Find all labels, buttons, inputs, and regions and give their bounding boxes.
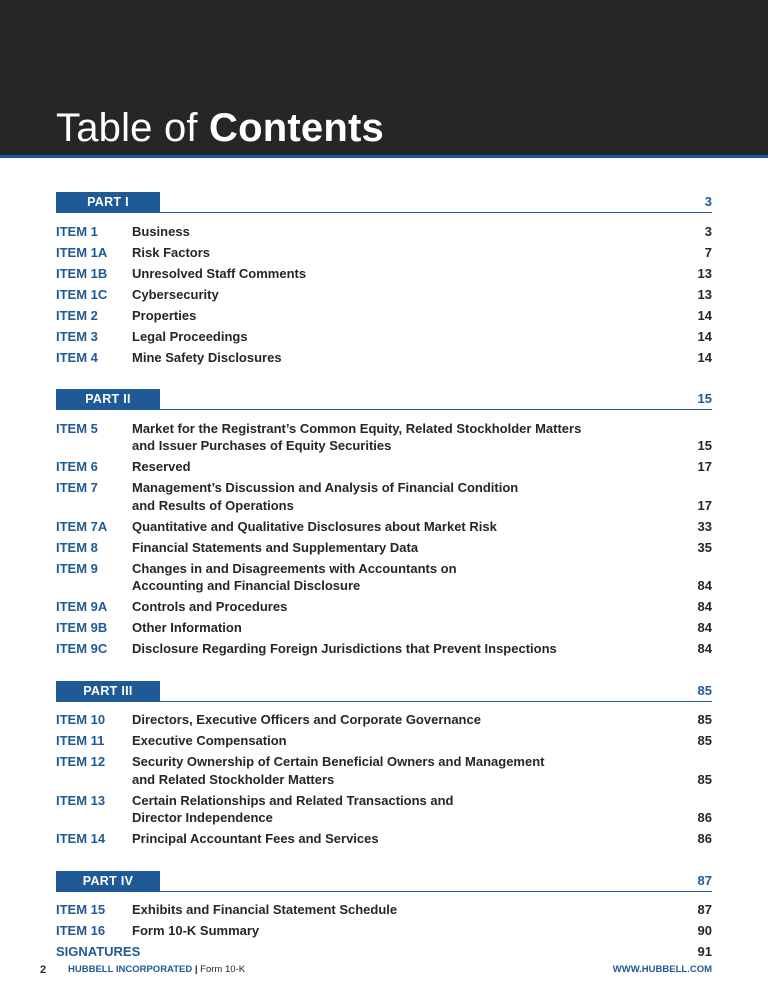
item-title-line: Properties xyxy=(132,307,197,323)
item-title-line: Business xyxy=(132,223,190,239)
item-number: ITEM 9B xyxy=(56,620,108,636)
item-title xyxy=(132,223,672,241)
part-header[interactable] xyxy=(56,681,712,702)
item-title xyxy=(132,598,672,616)
item-title xyxy=(132,830,672,848)
item-title-line: Quantitative and Qualitative Disclosures about Market Risk xyxy=(132,518,497,534)
item-number: ITEM 9 xyxy=(56,560,98,576)
item-title xyxy=(132,711,672,729)
toc-item[interactable] xyxy=(56,284,712,305)
item-title xyxy=(132,922,672,940)
item-title-line: Director Independence xyxy=(132,810,273,826)
item-page-number: 87 xyxy=(697,902,712,918)
item-title-line: Accounting and Financial Disclosure xyxy=(132,578,361,594)
item-title xyxy=(132,349,672,367)
item-page-number: 91 xyxy=(697,944,712,960)
part-page-number: 85 xyxy=(697,682,712,698)
item-title xyxy=(132,307,672,325)
item-title xyxy=(132,328,672,346)
item-page-number: 3 xyxy=(704,223,712,239)
page-title-light: Table of xyxy=(56,106,198,150)
item-page-number: 13 xyxy=(697,265,712,281)
footer-separator: | xyxy=(194,964,198,975)
part-label: PART IV xyxy=(56,871,160,891)
item-number: ITEM 5 xyxy=(56,420,98,436)
item-title-line: Unresolved Staff Comments xyxy=(132,265,307,281)
part-page-number: 15 xyxy=(697,391,712,406)
section-gap xyxy=(56,660,712,681)
toc-item[interactable] xyxy=(56,731,712,752)
toc-item[interactable] xyxy=(56,639,712,660)
item-page-number: 15 xyxy=(697,438,712,454)
item-title-line: and Results of Operations xyxy=(132,497,294,513)
item-number: ITEM 16 xyxy=(56,923,106,939)
item-number: ITEM 12 xyxy=(56,754,106,770)
part-header[interactable] xyxy=(56,389,712,410)
item-page-number: 85 xyxy=(697,733,712,749)
part-label: PART I xyxy=(56,192,160,212)
toc-item[interactable] xyxy=(56,305,712,326)
item-page-number: 84 xyxy=(697,578,712,594)
toc-item[interactable] xyxy=(56,710,712,731)
item-page-number: 17 xyxy=(697,497,712,513)
item-number: SIGNATURES xyxy=(56,944,141,960)
item-title xyxy=(132,265,672,283)
toc-item[interactable] xyxy=(56,618,712,639)
item-number: ITEM 1 xyxy=(56,223,98,239)
item-page-number: 84 xyxy=(697,599,712,615)
item-number: ITEM 15 xyxy=(56,902,106,918)
item-title-line: Changes in and Disagreements with Accountants on xyxy=(132,560,457,576)
item-title xyxy=(132,539,672,557)
toc-item[interactable] xyxy=(56,558,712,597)
toc-item[interactable] xyxy=(56,347,712,368)
footer-page-number: 2 xyxy=(40,964,47,976)
page-title-bold: Contents xyxy=(209,106,384,150)
toc-item[interactable] xyxy=(56,537,712,558)
toc-item[interactable] xyxy=(56,942,712,963)
item-number: ITEM 11 xyxy=(56,733,105,749)
item-title-line: Risk Factors xyxy=(132,244,211,260)
part-label: PART II xyxy=(56,389,160,409)
section-gap xyxy=(56,850,712,871)
item-title-line: Certain Relationships and Related Transactions and xyxy=(132,792,454,808)
part-header[interactable] xyxy=(56,192,712,213)
item-title xyxy=(132,244,672,262)
item-number: ITEM 7A xyxy=(56,518,108,534)
toc-item[interactable] xyxy=(56,242,712,263)
item-title-line: and Issuer Purchases of Equity Securities xyxy=(132,438,392,454)
item-number: ITEM 1A xyxy=(56,244,108,260)
toc-item[interactable] xyxy=(56,418,712,457)
toc-item[interactable] xyxy=(56,790,712,829)
item-title xyxy=(132,479,672,514)
toc-item[interactable] xyxy=(56,829,712,850)
item-page-number: 14 xyxy=(697,349,712,365)
toc-item[interactable] xyxy=(56,263,712,284)
item-title-line: Market for the Registrant’s Common Equity, Related Stockholder Matters xyxy=(132,420,582,436)
footer-company-name: HUBBELL INCORPORATED xyxy=(68,964,193,975)
item-number: ITEM 1C xyxy=(56,286,108,302)
item-number: ITEM 1B xyxy=(56,265,108,281)
page-title xyxy=(56,104,384,152)
item-page-number: 7 xyxy=(704,244,712,260)
toc-item[interactable] xyxy=(56,326,712,347)
item-title xyxy=(132,753,672,788)
item-title-line: Principal Accountant Fees and Services xyxy=(132,831,379,847)
item-page-number: 14 xyxy=(697,307,712,323)
table-of-contents xyxy=(56,192,712,963)
item-title xyxy=(132,732,672,750)
item-title xyxy=(132,792,672,827)
toc-item[interactable] xyxy=(56,752,712,791)
toc-item[interactable] xyxy=(56,597,712,618)
footer-company xyxy=(68,963,245,977)
item-title-line: and Related Stockholder Matters xyxy=(132,771,335,787)
item-title-line: Financial Statements and Supplementary Data xyxy=(132,539,419,555)
toc-item[interactable] xyxy=(56,478,712,517)
header-band xyxy=(0,0,768,155)
item-title-line: Directors, Executive Officers and Corporate Governance xyxy=(132,712,481,728)
item-title xyxy=(132,901,672,919)
item-number: ITEM 6 xyxy=(56,459,98,475)
item-title-line: Exhibits and Financial Statement Schedule xyxy=(132,902,398,918)
item-title-line: Cybersecurity xyxy=(132,286,219,302)
item-title xyxy=(132,560,672,595)
toc-item[interactable] xyxy=(56,221,712,242)
item-number: ITEM 10 xyxy=(56,712,106,728)
item-page-number: 85 xyxy=(697,712,712,728)
part-header[interactable] xyxy=(56,871,712,892)
item-title-line: Reserved xyxy=(132,459,191,475)
item-title-line: Mine Safety Disclosures xyxy=(132,349,282,365)
item-page-number: 13 xyxy=(697,286,712,302)
toc-item[interactable] xyxy=(56,516,712,537)
item-page-number: 84 xyxy=(697,641,712,657)
part-page-number: 87 xyxy=(697,872,712,888)
item-page-number: 84 xyxy=(697,620,712,636)
item-title xyxy=(132,286,672,304)
footer-form: Form 10-K xyxy=(200,964,246,975)
item-title-line: Security Ownership of Certain Beneficial Owners and Management xyxy=(132,754,545,770)
toc-item[interactable] xyxy=(56,921,712,942)
toc-item[interactable] xyxy=(56,900,712,921)
section-gap xyxy=(56,368,712,389)
item-number: ITEM 13 xyxy=(56,792,106,808)
item-title-line: Legal Proceedings xyxy=(132,328,248,344)
item-page-number: 33 xyxy=(697,518,712,534)
item-title xyxy=(132,420,672,455)
item-title xyxy=(132,458,672,476)
item-title-line: Management’s Discussion and Analysis of Financial Condition xyxy=(132,480,519,496)
item-title-line: Other Information xyxy=(132,620,242,636)
toc-item[interactable] xyxy=(56,457,712,478)
part-page-number: 3 xyxy=(704,194,712,209)
item-page-number: 86 xyxy=(697,810,712,826)
item-title-line: Form 10-K Summary xyxy=(132,923,260,939)
item-page-number: 85 xyxy=(697,771,712,787)
footer-url[interactable]: WWW.HUBBELL.COM xyxy=(612,964,712,975)
item-title xyxy=(132,640,672,658)
item-number: ITEM 9C xyxy=(56,641,108,657)
item-number: ITEM 9A xyxy=(56,599,108,615)
item-page-number: 35 xyxy=(697,539,712,555)
item-title-line: Executive Compensation xyxy=(132,733,287,749)
item-title xyxy=(132,518,672,536)
item-number: ITEM 3 xyxy=(56,328,98,344)
item-page-number: 90 xyxy=(697,923,712,939)
item-page-number: 17 xyxy=(697,459,712,475)
item-page-number: 86 xyxy=(697,831,712,847)
item-title xyxy=(132,619,672,637)
item-number: ITEM 4 xyxy=(56,349,98,365)
footer xyxy=(40,963,712,977)
item-number: ITEM 2 xyxy=(56,307,98,323)
item-number: ITEM 8 xyxy=(56,539,98,555)
item-number: ITEM 7 xyxy=(56,480,98,496)
item-page-number: 14 xyxy=(697,328,712,344)
part-label: PART III xyxy=(56,681,160,701)
item-number: ITEM 14 xyxy=(56,831,106,847)
item-title-line: Disclosure Regarding Foreign Jurisdictions that Prevent Inspections xyxy=(132,641,557,657)
item-title-line: Controls and Procedures xyxy=(132,599,288,615)
